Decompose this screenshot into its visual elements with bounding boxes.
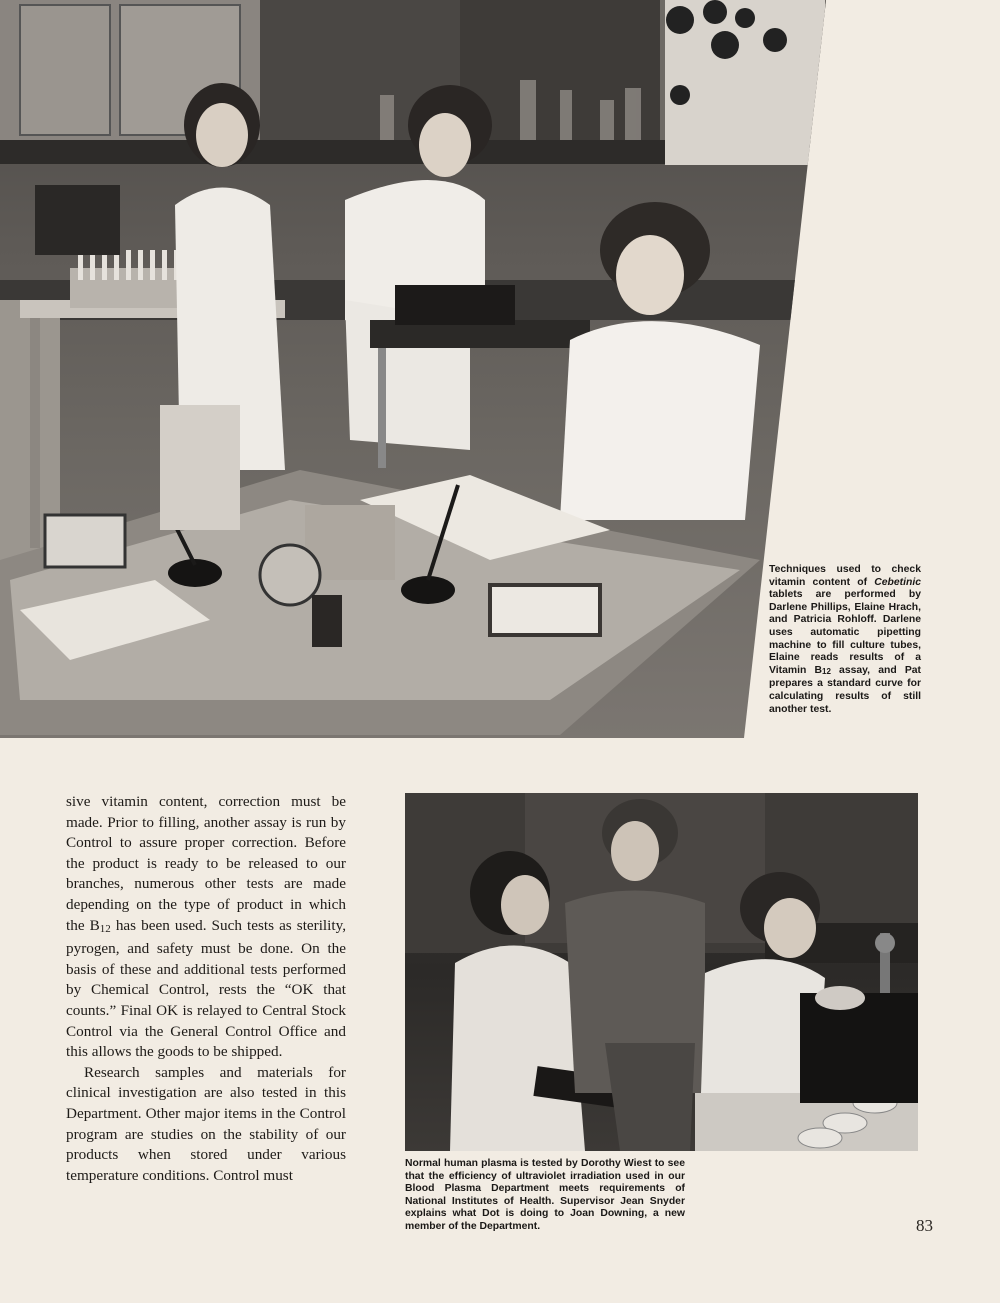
body-subscript: 12: [99, 922, 111, 935]
caption-text: tablets are performed by Darlene Phillips, Elaine Hrach, and Patricia Rohloff. Darlene uses automatic pipetting machine to fill culture tubes, Elaine reads results of a Vitamin B: [769, 589, 921, 676]
body-paragraph-1: [66, 792, 346, 1063]
top-photo-caption: [769, 564, 921, 716]
body-text: has been used. Such tests as sterility, pyrogen, and safety must be done. On the basis of these and additional tests performed by Chemical Control, rests the “OK that counts.” Final OK is relayed to Central Stock Control via the General Control Office and this allows the goods to be shipped.: [66, 916, 346, 1061]
lab-photo-three-women-icon: [0, 0, 826, 738]
caption-product-name: Cebetinic: [874, 576, 921, 588]
top-lab-photo: [0, 0, 826, 738]
body-paragraph-2: Research samples and materials for clinical investigation are also tested in this Department. Other major items in the Control program are studies on the stability of our products when stored under various temperature conditions. Control must: [66, 1063, 346, 1184]
caption-subscript: 12: [822, 666, 831, 676]
bottom-lab-photo: [405, 793, 918, 1151]
bottom-photo-caption: Normal human plasma is tested by Dorothy Wiest to see that the efficiency of ultraviolet irradiation used in our Blood Plasma Department meets requirements of National Institutes of Health. Supervisor Jean Snyder explains what Dot is doing to Joan Downing, a new member of the Department.: [405, 1158, 685, 1232]
lab-photo-plasma-testing-icon: [405, 793, 918, 1151]
article-body-column: [66, 792, 346, 1186]
body-text: sive vitamin content, correction must be made. Prior to filling, another assay is run by Control to assure proper correction. Before the product is ready to be released to our branches, numerous other tests are made depending on the type of product in which the B: [66, 793, 346, 934]
caption-text: Techniques used to check vitamin content of: [769, 564, 921, 588]
page-number: 83: [916, 1216, 933, 1235]
caption-text: assay, and Pat prepares a standard curve for calculating results of still another test.: [769, 664, 922, 715]
